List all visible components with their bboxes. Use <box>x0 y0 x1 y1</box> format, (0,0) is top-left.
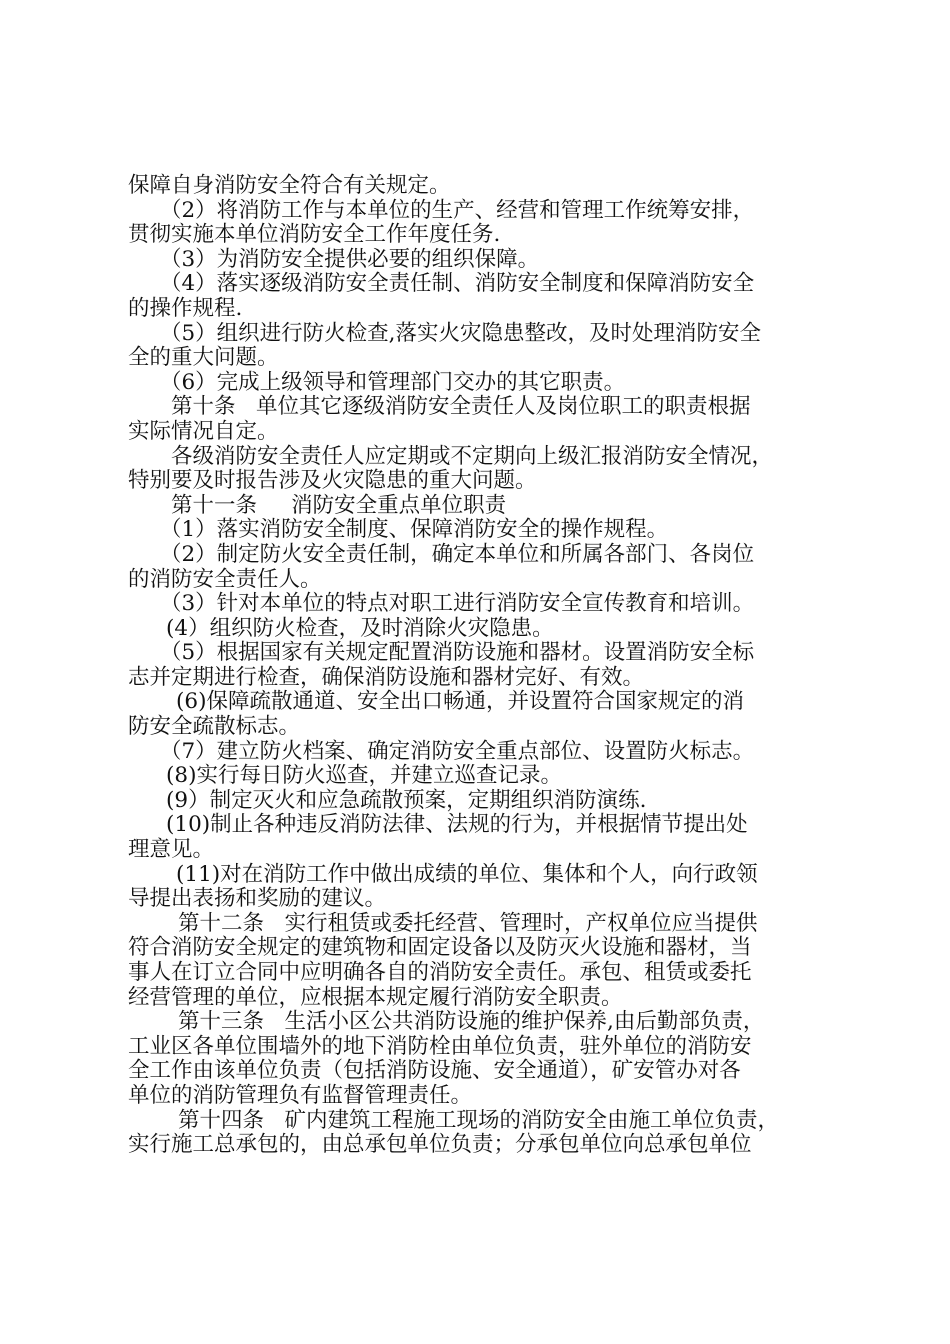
text-line: 第十条 单位其它逐级消防安全责任人及岗位职工的职责根据 <box>171 394 751 420</box>
text-line: 第十一条 消防安全重点单位职责 <box>171 492 507 518</box>
text-line: 防安全疏散标志。 <box>128 714 301 740</box>
text-line: 第十四条 矿内建筑工程施工现场的消防安全由施工单位负责， <box>178 1107 780 1133</box>
text-line: 实行施工总承包的，由总承包单位负责；分承包单位向总承包单位 <box>128 1132 752 1158</box>
document-body <box>128 174 828 1158</box>
text-line: (10)制止各种违反消防法律、法规的行为，并根据情节提出处 <box>166 812 748 838</box>
text-line: 导提出表扬和奖励的建议。 <box>128 886 387 912</box>
text-line: 工业区各单位围墙外的地下消防栓由单位负责，驻外单位的消防安 <box>128 1033 752 1059</box>
text-line: 志并定期进行检查，确保消防设施和器材完好、有效。 <box>128 664 645 690</box>
text-line: （5）根据国家有关规定配置消防设施和器材。设置消防安全标 <box>160 640 755 666</box>
text-line: 的消防安全责任人。 <box>128 566 322 592</box>
text-line: （2）制定防火安全责任制，确定本单位和所属各部门、各岗位 <box>160 541 755 567</box>
text-line: 全的重大问题。 <box>128 345 279 371</box>
text-line: （1）落实消防安全制度、保障消防安全的操作规程。 <box>160 517 669 543</box>
text-line: （7）建立防火档案、确定消防安全重点部位、设置防火标志。 <box>160 738 755 764</box>
text-line: 符合消防安全规定的建筑物和固定设备以及防灭火设施和器材，当 <box>128 935 752 961</box>
text-line: (8)实行每日防火巡查，并建立巡查记录。 <box>166 763 562 789</box>
text-line: （6）完成上级领导和管理部门交办的其它职责。 <box>160 369 626 395</box>
text-line: 特别要及时报告涉及火灾隐患的重大问题。 <box>128 468 537 494</box>
text-line: （5）组织进行防火检查,落实火灾隐患整改，及时处理消防安全 <box>160 320 762 346</box>
text-line: 经营管理的单位，应根据本规定履行消防安全职责。 <box>128 984 623 1010</box>
text-line: （2）将消防工作与本单位的生产、经营和管理工作统筹安排， <box>160 197 755 223</box>
text-line: 第十二条 实行租赁或委托经营、管理时，产权单位应当提供 <box>178 910 758 936</box>
text-line: 单位的消防管理负有监督管理责任。 <box>128 1082 473 1108</box>
text-line: 理意见。 <box>128 837 215 863</box>
text-line: (11)对在消防工作中做出成绩的单位、集体和个人，向行政领 <box>176 861 758 887</box>
text-line: 事人在订立合同中应明确各自的消防安全责任。承包、租赁或委托 <box>128 960 752 985</box>
text-line: (9）制定灭火和应急疏散预案，定期组织消防演练. <box>166 787 647 813</box>
text-line: 各级消防安全责任人应定期或不定期向上级汇报消防安全情况， <box>171 443 774 469</box>
text-line: （3）针对本单位的特点对职工进行消防安全宣传教育和培训。 <box>160 591 755 617</box>
text-line: （3）为消防安全提供必要的组织保障。 <box>160 246 540 272</box>
text-line: 实际情况自定。 <box>128 418 279 444</box>
text-line: 保障自身消防安全符合有关规定。 <box>128 173 451 198</box>
text-line: (4）组织防火检查，及时消除火灾隐患。 <box>166 615 554 641</box>
text-line: （4）落实逐级消防安全责任制、消防安全制度和保障消防安全 <box>160 271 755 297</box>
text-line: 第十三条 生活小区公共消防设施的维护保养,由后勤部负责， <box>178 1009 765 1035</box>
text-line: (6)保障疏散通道、安全出口畅通，并设置符合国家规定的消 <box>176 689 744 715</box>
text-line: 的操作规程. <box>128 295 243 321</box>
text-line: 贯彻实施本单位消防安全工作年度任务. <box>128 222 501 248</box>
text-line: 全工作由该单位负责（包括消防设施、安全通道），矿安管办对各 <box>128 1058 741 1084</box>
